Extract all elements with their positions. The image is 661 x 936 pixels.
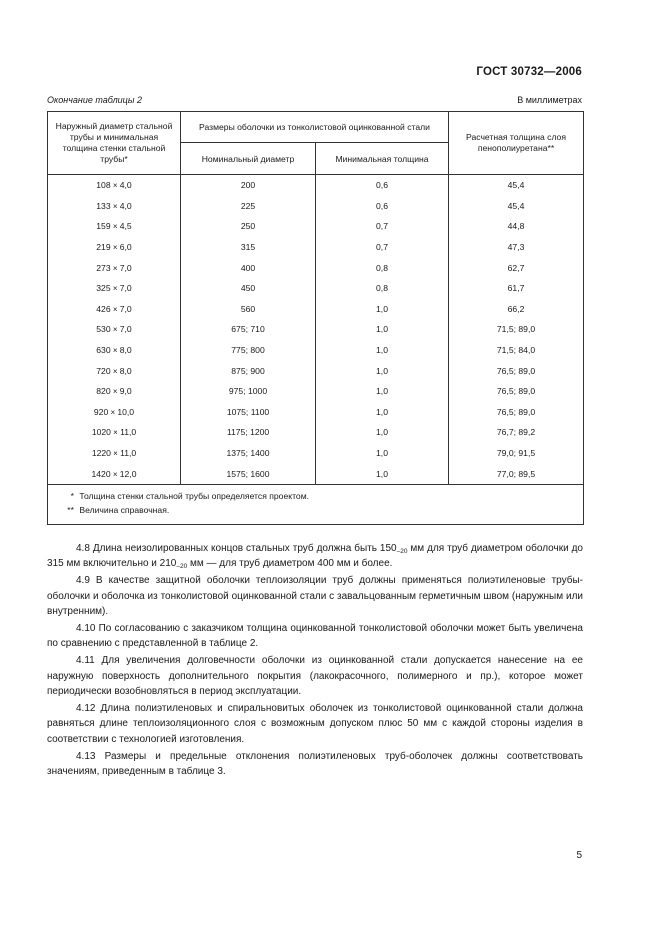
cell-nominal-diameter: 250 xyxy=(181,216,316,237)
cell-ppu-thickness: 76,5; 89,0 xyxy=(449,360,584,381)
cell-min-thickness: 1,0 xyxy=(316,299,449,320)
cell-pipe-size: 159 × 4,5 xyxy=(48,216,181,237)
cell-nominal-diameter: 775; 800 xyxy=(181,340,316,361)
cell-min-thickness: 0,6 xyxy=(316,196,449,217)
cell-ppu-thickness: 76,5; 89,0 xyxy=(449,381,584,402)
table-note: * Толщина стенки стальной трубы определяется проектом. xyxy=(70,490,309,501)
cell-nominal-diameter: 400 xyxy=(181,257,316,278)
table-row xyxy=(48,422,584,443)
cell-min-thickness: 1,0 xyxy=(316,443,449,464)
table-row xyxy=(48,402,584,423)
cell-pipe-size: 426 × 7,0 xyxy=(48,299,181,320)
cell-min-thickness: 0,6 xyxy=(316,175,449,196)
paragraph-4-12: 4.12 Длина полиэтиленовых и спиральновитых оболочек из тонколистовой оцинкованной стали должна равняться длине теплоизоляционного слоя с возможным допуском плюс 50 мм с каждой стороны изделия в соответствии с технологией изготовления. xyxy=(47,703,583,745)
table-row xyxy=(48,319,584,340)
cell-nominal-diameter: 1175; 1200 xyxy=(181,422,316,443)
header-pipe-diameter: Наружный диаметр стальной трубы и минимальная толщина стенки стальной трубы* xyxy=(48,112,181,175)
cell-pipe-size: 1220 × 11,0 xyxy=(48,443,181,464)
table-row xyxy=(48,463,584,484)
standard-designation: ГОСТ 30732—2006 xyxy=(476,66,582,78)
table-body xyxy=(48,175,584,485)
cell-ppu-thickness: 66,2 xyxy=(449,299,584,320)
paragraph-4-11: 4.11 Для увеличения долговечности оболочки из оцинкованной стали допускается нанесение на ее наружную поверхность дополнительного покрытия (лакокрасочного, полимерного и пр.), которое может периодически возобновляться в период эксплуатации. xyxy=(47,655,583,698)
cell-pipe-size: 1020 × 11,0 xyxy=(48,422,181,443)
cell-min-thickness: 0,7 xyxy=(316,237,449,258)
table-row xyxy=(48,196,584,217)
cell-nominal-diameter: 315 xyxy=(181,237,316,258)
cell-nominal-diameter: 675; 710 xyxy=(181,319,316,340)
cell-pipe-size: 630 × 8,0 xyxy=(48,340,181,361)
cell-ppu-thickness: 61,7 xyxy=(449,278,584,299)
cell-pipe-size: 133 × 4,0 xyxy=(48,196,181,217)
cell-pipe-size: 1420 × 12,0 xyxy=(48,463,181,484)
cell-min-thickness: 1,0 xyxy=(316,319,449,340)
cell-min-thickness: 1,0 xyxy=(316,340,449,361)
header-ppu-thickness: Расчетная толщина слоя пенополиуретана** xyxy=(449,112,584,175)
table-row xyxy=(48,340,584,361)
cell-ppu-thickness: 76,5; 89,0 xyxy=(449,402,584,423)
cell-nominal-diameter: 200 xyxy=(181,175,316,196)
cell-min-thickness: 1,0 xyxy=(316,381,449,402)
table-caption: Окончание таблицы 2 xyxy=(47,95,142,105)
page-number: 5 xyxy=(576,850,582,861)
cell-ppu-thickness: 45,4 xyxy=(449,196,584,217)
table-notes xyxy=(48,484,584,524)
header-shell-dimensions: Размеры оболочки из тонколистовой оцинкованной стали xyxy=(181,112,449,143)
cell-ppu-thickness: 44,8 xyxy=(449,216,584,237)
header-nominal-diameter: Номинальный диаметр xyxy=(181,143,316,175)
cell-ppu-thickness: 77,0; 89,5 xyxy=(449,463,584,484)
cell-pipe-size: 720 × 8,0 xyxy=(48,360,181,381)
cell-min-thickness: 1,0 xyxy=(316,360,449,381)
cell-nominal-diameter: 975; 1000 xyxy=(181,381,316,402)
cell-pipe-size: 219 × 6,0 xyxy=(48,237,181,258)
table-row xyxy=(48,299,584,320)
cell-pipe-size: 920 × 10,0 xyxy=(48,402,181,423)
cell-ppu-thickness: 71,5; 89,0 xyxy=(449,319,584,340)
cell-pipe-size: 820 × 9,0 xyxy=(48,381,181,402)
table-row xyxy=(48,360,584,381)
paragraph-4-13: 4.13 Размеры и предельные отклонения полиэтиленовых труб-оболочек должны соответствовать значениям, приведенным в таблице 3. xyxy=(47,750,583,778)
table-row xyxy=(48,175,584,196)
paragraph-4-8: 4.8 Длина неизолированных концов стальных труб должна быть $150_{-20}$ мм для труб диаметром оболочки до 315 мм включительно и $210_{-20}$ мм — для труб диаметром 400 мм и более. xyxy=(47,543,583,571)
cell-ppu-thickness: 76,7; 89,2 xyxy=(449,422,584,443)
cell-ppu-thickness: 47,3 xyxy=(449,237,584,258)
paragraph-4-10: 4.10 По согласованию с заказчиком толщина оцинкованной тонколистовой оболочки может быть увеличена по сравнению с представленной в таблице 2. xyxy=(47,623,583,650)
cell-nominal-diameter: 225 xyxy=(181,196,316,217)
cell-ppu-thickness: 71,5; 84,0 xyxy=(449,340,584,361)
notes-cell xyxy=(48,484,584,524)
header-min-thickness: Минимальная толщина xyxy=(316,143,449,175)
table-row xyxy=(48,237,584,258)
shell-dimensions-table xyxy=(47,111,584,525)
cell-nominal-diameter: 1075; 1100 xyxy=(181,402,316,423)
cell-pipe-size: 530 × 7,0 xyxy=(48,319,181,340)
cell-nominal-diameter: 450 xyxy=(181,278,316,299)
cell-ppu-thickness: 62,7 xyxy=(449,257,584,278)
table-row xyxy=(48,443,584,464)
cell-nominal-diameter: 1375; 1400 xyxy=(181,443,316,464)
table-row xyxy=(48,381,584,402)
cell-min-thickness: 1,0 xyxy=(316,402,449,423)
cell-ppu-thickness: 45,4 xyxy=(449,175,584,196)
cell-nominal-diameter: 1575; 1600 xyxy=(181,463,316,484)
cell-pipe-size: 325 × 7,0 xyxy=(48,278,181,299)
cell-min-thickness: 1,0 xyxy=(316,422,449,443)
body-text xyxy=(47,541,583,781)
cell-min-thickness: 0,8 xyxy=(316,278,449,299)
cell-min-thickness: 0,7 xyxy=(316,216,449,237)
cell-nominal-diameter: 875; 900 xyxy=(181,360,316,381)
paragraph-4-9: 4.9 В качестве защитной оболочки теплоизоляции труб должны применяться полиэтиленовые трубы-оболочки и оболочка из тонколистовой оцинкованной стали с завальцованным герметичным швом (наружным или внутренним). xyxy=(47,575,583,618)
cell-nominal-diameter: 560 xyxy=(181,299,316,320)
table-row xyxy=(48,278,584,299)
table-row xyxy=(48,216,584,237)
cell-ppu-thickness: 79,0; 91,5 xyxy=(449,443,584,464)
cell-min-thickness: 0,8 xyxy=(316,257,449,278)
table-note: ** Величина справочная. xyxy=(67,505,170,516)
table-row xyxy=(48,257,584,278)
units-note: В миллиметрах xyxy=(517,95,582,105)
cell-min-thickness: 1,0 xyxy=(316,463,449,484)
cell-pipe-size: 108 × 4,0 xyxy=(48,175,181,196)
cell-pipe-size: 273 × 7,0 xyxy=(48,257,181,278)
